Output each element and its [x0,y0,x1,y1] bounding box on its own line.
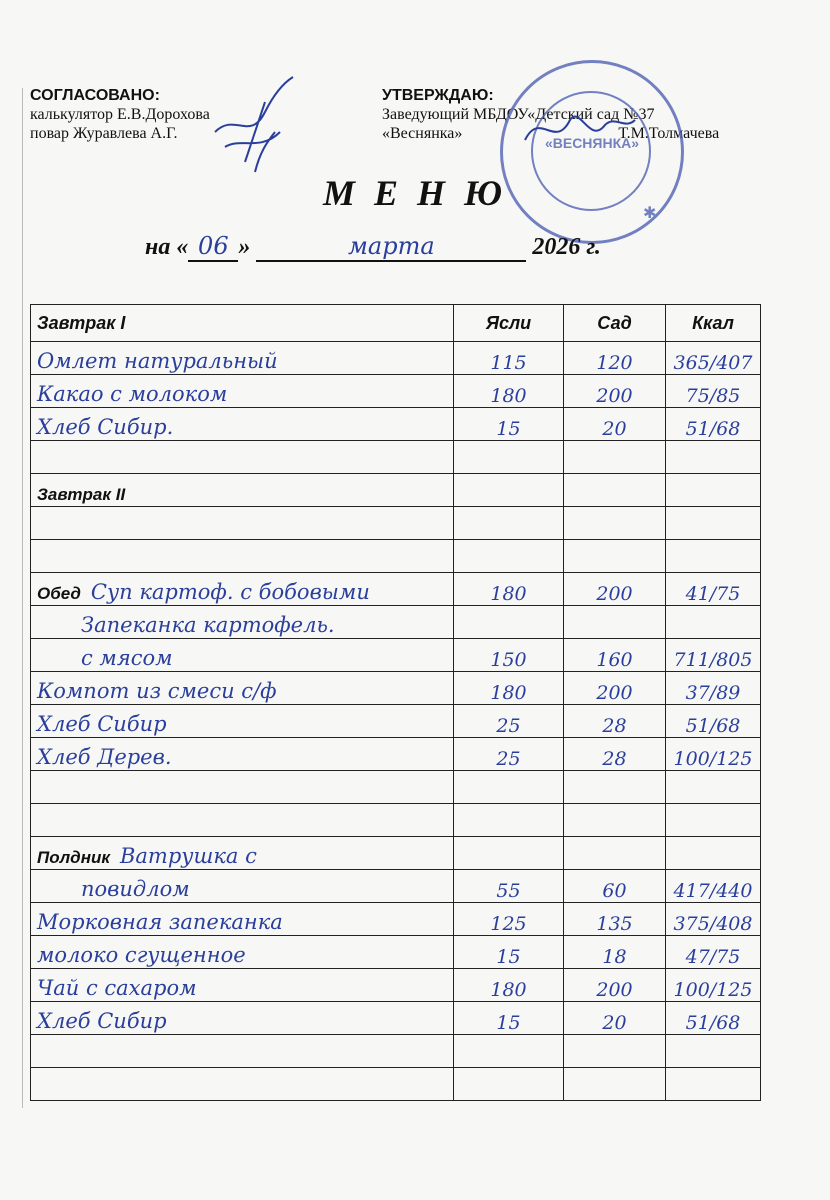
date-day: 06 [188,232,238,262]
header-kindergarten: Сад [564,305,666,342]
nursery-portion: 55 [454,870,564,903]
date-mid: » [238,234,257,260]
date-prefix: на « [145,234,189,260]
dish-name: Хлеб Сибир [37,712,167,736]
kindergarten-portion [564,804,666,837]
table-header [31,305,761,342]
table-row [31,1035,761,1068]
dish-cell [31,1068,454,1101]
dish-cell [31,507,454,540]
nursery-portion [454,540,564,573]
dish-cell [31,342,454,375]
dish-cell [31,705,454,738]
nursery-portion: 125 [454,903,564,936]
table-row [31,1002,761,1035]
dish-name: Морковная запеканка [37,910,283,934]
kcal-value: 100/125 [666,738,761,771]
kindergarten-portion: 200 [564,375,666,408]
table-row [31,804,761,837]
table-row [31,903,761,936]
date-year: 2026 г. [532,234,601,260]
meal-label: Обед [37,584,81,603]
stamp-star-icon: ✱ [643,205,657,222]
nursery-portion [454,837,564,870]
table-row [31,606,761,639]
table-row [31,771,761,804]
kindergarten-portion [564,474,666,507]
agreed-calculator: калькулятор Е.В.Дорохова [30,106,210,123]
approved-heading: УТВЕРЖДАЮ: [382,87,494,104]
kindergarten-portion [564,507,666,540]
nursery-portion [454,804,564,837]
dish-cell [31,474,454,507]
kindergarten-portion: 28 [564,705,666,738]
dish-cell [31,870,454,903]
dish-name: Чай с сахаром [37,976,197,1000]
kindergarten-portion [564,771,666,804]
approved-head-title: Заведующий МБДОУ«Детский сад №37 [382,106,655,123]
kindergarten-portion [564,540,666,573]
kindergarten-portion: 135 [564,903,666,936]
table-row [31,738,761,771]
kcal-value [666,507,761,540]
kindergarten-portion [564,837,666,870]
kindergarten-portion: 60 [564,870,666,903]
kindergarten-portion: 200 [564,573,666,606]
kcal-value: 41/75 [666,573,761,606]
signature-right [520,100,640,160]
nursery-portion [454,771,564,804]
kcal-value: 37/89 [666,672,761,705]
kindergarten-portion: 200 [564,672,666,705]
dish-cell [31,804,454,837]
nursery-portion: 115 [454,342,564,375]
kcal-value: 100/125 [666,969,761,1002]
kindergarten-portion [564,441,666,474]
kindergarten-portion [564,1068,666,1101]
table-row [31,441,761,474]
nursery-portion: 150 [454,639,564,672]
dish-name: Хлеб Сибир [37,1009,167,1033]
kcal-value: 51/68 [666,408,761,441]
kcal-value [666,804,761,837]
dish-cell [31,441,454,474]
kindergarten-portion [564,1035,666,1068]
kcal-value [666,1035,761,1068]
kindergarten-portion: 20 [564,1002,666,1035]
dish-cell [31,573,454,606]
signature-left [205,72,305,182]
table-row [31,540,761,573]
nursery-portion: 25 [454,738,564,771]
page-edge-line [22,88,23,1108]
kindergarten-portion: 20 [564,408,666,441]
approved-org: «Веснянка» [382,125,463,142]
nursery-portion: 15 [454,408,564,441]
table-row [31,936,761,969]
table-row [31,375,761,408]
dish-cell [31,1002,454,1035]
nursery-portion [454,441,564,474]
header-breakfast1: Завтрак I [31,305,454,342]
agreed-cook: повар Журавлева А.Г. [30,125,178,142]
nursery-portion: 180 [454,573,564,606]
dish-cell [31,408,454,441]
dish-name: повидлом [81,877,190,901]
kcal-value: 711/805 [666,639,761,672]
stamp-text: «ВЕСНЯНКА» [544,135,640,151]
nursery-portion [454,1035,564,1068]
dish-cell [31,903,454,936]
table-row [31,705,761,738]
dish-cell [31,672,454,705]
table-row [31,474,761,507]
kcal-value [666,474,761,507]
meal-label: Полдник [37,848,110,867]
dish-cell [31,837,454,870]
dish-name: Ватрушка с [119,844,257,868]
nursery-portion [454,507,564,540]
table-row [31,672,761,705]
nursery-portion: 15 [454,936,564,969]
kcal-value [666,1068,761,1101]
dish-cell [31,738,454,771]
nursery-portion: 180 [454,969,564,1002]
table-row [31,408,761,441]
dish-cell [31,375,454,408]
kcal-value [666,540,761,573]
header-nursery: Ясли [454,305,564,342]
dish-name: Хлеб Дерев. [37,745,172,769]
dish-cell [31,540,454,573]
menu-table [30,304,761,1101]
dish-name: молоко сгущенное [37,943,246,967]
dish-name: Какао с молоком [37,382,228,406]
approved-head-name: Т.М.Толмачева [618,125,720,142]
table-row [31,639,761,672]
header-kcal: Ккал [666,305,761,342]
agreed-heading: СОГЛАСОВАНО: [30,87,160,104]
nursery-portion [454,606,564,639]
agreed-block [30,86,210,143]
table-row [31,969,761,1002]
dish-cell [31,606,454,639]
page-title: М Е Н Ю [322,173,508,213]
dish-name: Запеканка картофель. [81,613,335,637]
dish-name: Омлет натуральный [37,349,278,373]
kcal-value [666,837,761,870]
table-row [31,342,761,375]
menu-date [145,232,601,262]
kcal-value: 375/408 [666,903,761,936]
nursery-portion [454,1068,564,1101]
kindergarten-portion: 18 [564,936,666,969]
kindergarten-portion: 120 [564,342,666,375]
kindergarten-portion: 28 [564,738,666,771]
kindergarten-portion: 200 [564,969,666,1002]
kcal-value: 365/407 [666,342,761,375]
dish-name: с мясом [81,646,173,670]
table-row [31,870,761,903]
kindergarten-portion: 160 [564,639,666,672]
meal-label: Завтрак II [37,485,126,504]
kcal-value [666,771,761,804]
nursery-portion: 180 [454,672,564,705]
table-row [31,1068,761,1101]
dish-cell [31,969,454,1002]
kindergarten-portion [564,606,666,639]
kcal-value: 51/68 [666,1002,761,1035]
kcal-value: 47/75 [666,936,761,969]
table-row [31,507,761,540]
kcal-value [666,441,761,474]
nursery-portion: 25 [454,705,564,738]
dish-cell [31,1035,454,1068]
dish-name: Суп картоф. с бобовыми [90,580,370,604]
dish-cell [31,936,454,969]
nursery-portion: 15 [454,1002,564,1035]
nursery-portion: 180 [454,375,564,408]
nursery-portion [454,474,564,507]
date-month: марта [256,232,526,262]
table-row [31,837,761,870]
kcal-value: 75/85 [666,375,761,408]
kcal-value: 51/68 [666,705,761,738]
table-row [31,573,761,606]
kcal-value [666,606,761,639]
kcal-value: 417/440 [666,870,761,903]
dish-name: Компот из смеси с/ф [37,679,277,703]
dish-name: Хлеб Сибир. [37,415,174,439]
dish-cell [31,639,454,672]
dish-cell [31,771,454,804]
